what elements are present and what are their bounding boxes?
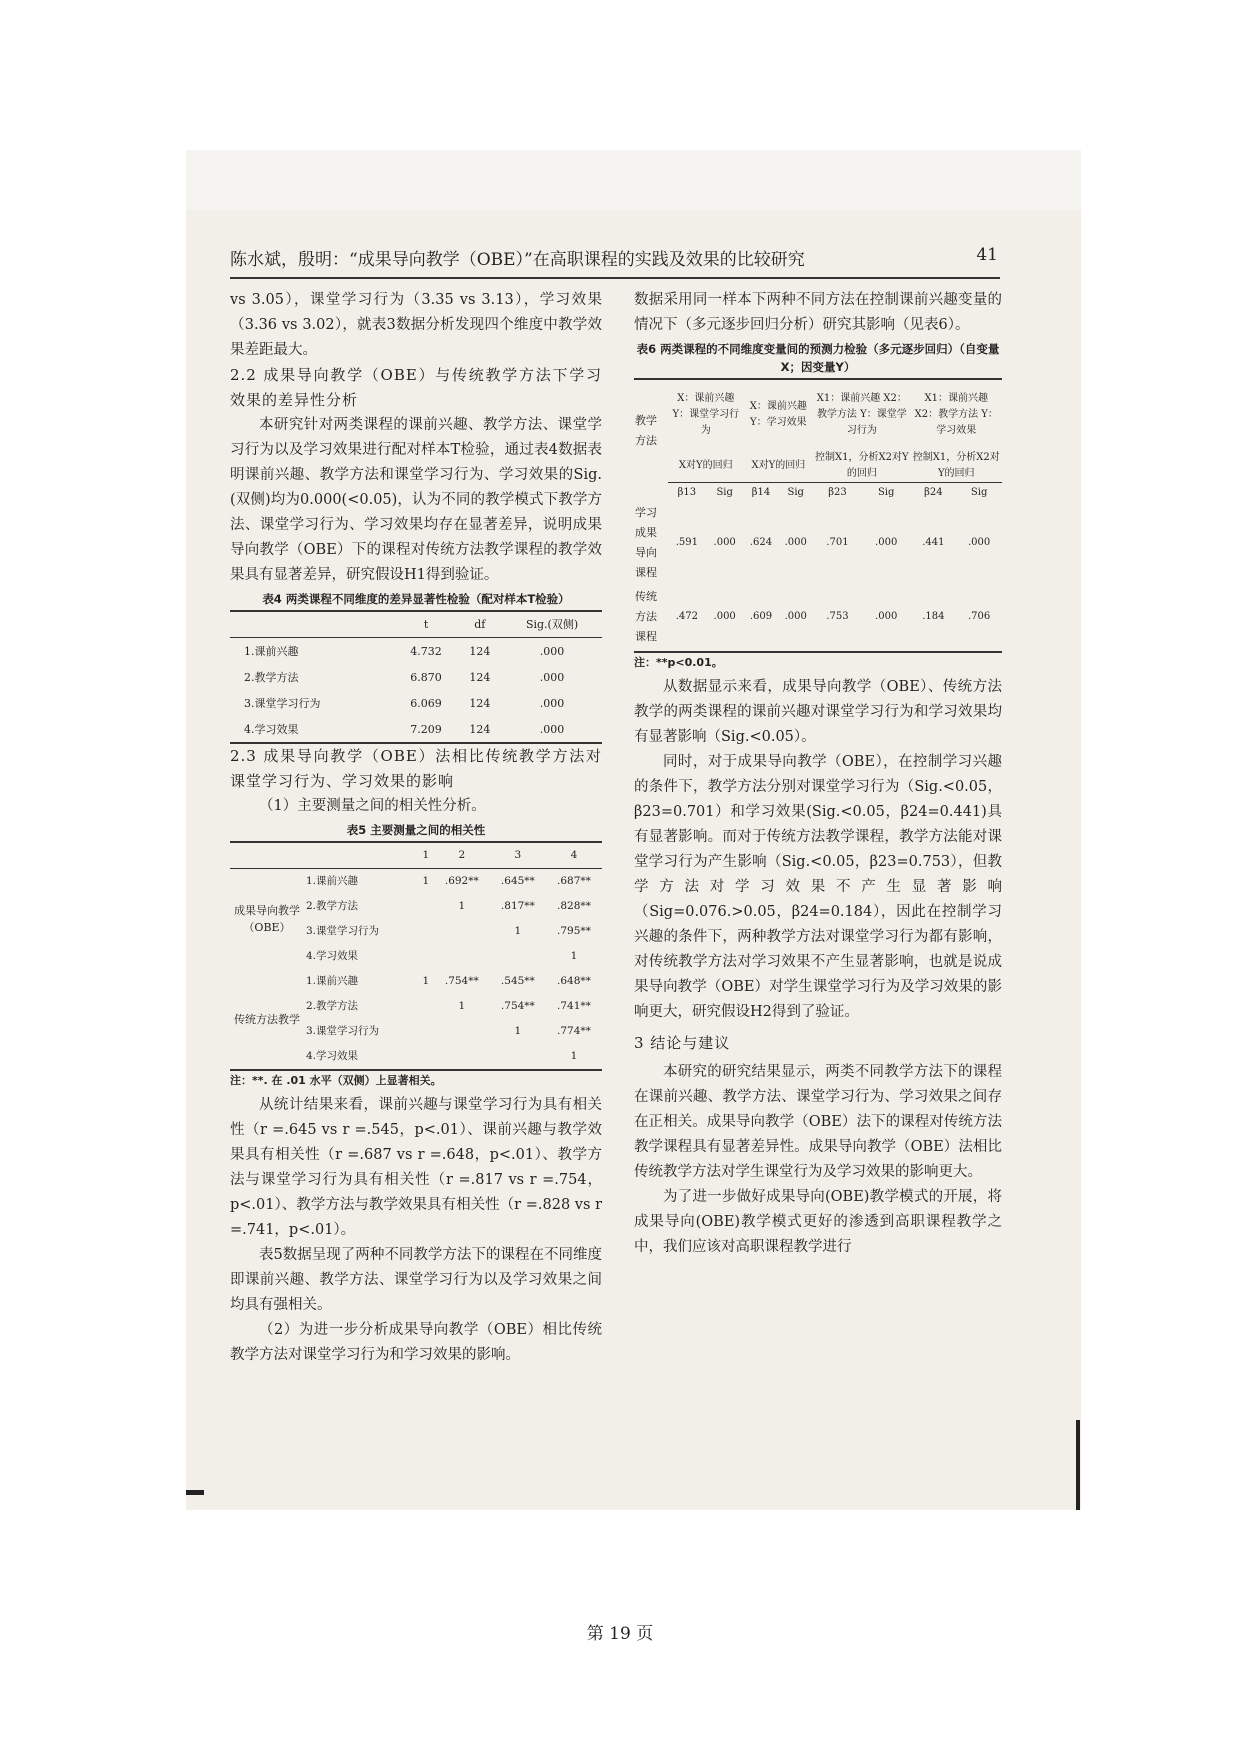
table-cell: 2.教学方法 (306, 1000, 359, 1012)
table-cell: .000 (713, 611, 736, 622)
table-4 (230, 610, 602, 744)
scan-edge-mark (1076, 1420, 1080, 1510)
table-cell: .754** (444, 975, 479, 987)
paragraph: （2）为进一步分析成果导向教学（OBE）相比传统教学方法对课堂学习行为和学习效果的影响。 (230, 1322, 602, 1363)
table-header: X：课前兴趣 Y：学习效果 (749, 401, 807, 428)
table-cell (418, 1019, 434, 1044)
table-header: β13 (677, 487, 697, 498)
table-cell: 124 (469, 696, 491, 710)
table-cell: .000 (875, 537, 898, 548)
table-cell (434, 944, 490, 969)
table-cell (434, 1019, 490, 1044)
table-cell: 3.课堂学习行为 (306, 925, 380, 937)
table-header: Sig (877, 487, 895, 498)
table-row (230, 869, 602, 895)
table-header: Sig (716, 487, 733, 498)
table-row (230, 664, 602, 690)
section-heading-2-3: 2.3 成果导向教学（OBE）法相比传统教学方法对课堂学习行为、学习效果的影响 (230, 747, 602, 790)
table-cell (418, 994, 434, 1019)
table-5-caption: 表5 主要测量之间的相关性 (346, 823, 486, 837)
table-cell: .754** (500, 1000, 535, 1012)
table-header: X1：课前兴趣 X2：教学方法 Y：学习效果 (914, 393, 998, 436)
table-header: Sig.(双侧) (502, 611, 602, 638)
table-header (230, 611, 394, 638)
table-row (230, 716, 602, 743)
table-cell: 1 (514, 925, 522, 937)
table-header: 1 (418, 842, 434, 869)
paragraph: 同时，对于成果导向教学（OBE），在控制学习兴趣的条件下，教学方法分别对课堂学习行为（Sig.<0.05，β23=0.701）和学习效果(Sig.<0.05，β24=0.441)具有显著影响。而对于传统方法教学课程，教学方法能对课堂学习行为产生影响（Sig.<0.05，β23=0.753），但教学方法对学习效果不产生显著影响（Sig=0.076.>0.05，β24=0.184），因此在控制学习兴趣的条件下，两种教学方法对课堂学习行为都有影响，对传统教学方法对学习效果不产生显著影响，也就是说成果导向教学（OBE）对学生课堂学习行为及学习效果的影响更大，研究假设H2得到了验证。 (634, 754, 1002, 1020)
table-cell: 6.069 (410, 696, 442, 710)
table-cell: 2.教学方法 (244, 670, 299, 684)
table-cell (434, 919, 490, 944)
table-header: 控制X1，分析X2对Y的回归 (911, 450, 1002, 483)
table-header: X对Y的回归 (744, 450, 814, 483)
page-footer: 第 19 页 (586, 1624, 654, 1644)
group-label: 成果导向教学（OBE） (234, 904, 300, 934)
table-header: Sig (970, 487, 988, 498)
table-cell: .000 (539, 696, 565, 710)
table-header: df (458, 611, 502, 638)
table-cell: 1 (514, 1025, 522, 1037)
table-header: X：课前兴趣 Y：课堂学习行为 (672, 393, 740, 436)
table-header (304, 842, 418, 869)
paragraph: 表5数据呈现了两种不同教学方法下的课程在不同维度即课前兴趣、教学方法、课堂学习行为以及学习效果之间均具有强相关。 (230, 1247, 602, 1313)
table-cell: 1 (570, 1050, 578, 1062)
table-cell (490, 1044, 546, 1070)
table-cell: 6.870 (410, 670, 442, 684)
table-cell: .000 (967, 537, 991, 548)
paragraph: 本研究针对两类课程的课前兴趣、教学方法、课堂学习行为以及学习效果进行配对样本T检验，通过表4数据表明课前兴趣、教学方法和课堂学习行为、学习效果的Sig.(双侧)均为0.000(<0.05)，认为不同的教学模式下教学方法、课堂学习行为、学习效果均存在显著差异，说明成果导向教学（OBE）下的课程对传统方法教学课程的教学效果具有显著差异，研究假设H1得到验证。 (230, 417, 602, 583)
table-header: X1：课前兴趣 X2：教学方法 Y：课堂学习行为 (816, 393, 907, 436)
table-cell: .817** (500, 900, 535, 912)
table-header: 4 (546, 842, 602, 869)
table-cell: .591 (675, 537, 699, 548)
table-cell: 1.课前兴趣 (306, 975, 359, 987)
table-cell: .687** (557, 875, 591, 887)
section-heading-3: 3 结论与建议 (634, 1034, 731, 1052)
table-row (634, 503, 1002, 583)
table-cell: 1.课前兴趣 (306, 875, 359, 887)
paragraph: 为了进一步做好成果导向(OBE)教学模式的开展，将成果导向(OBE)教学模式更好的渗透到高职课程教学之中，我们应该对高职课程教学进行 (634, 1189, 1002, 1255)
paragraph: vs 3.05），课堂学习行为（3.35 vs 3.13），学习效果（3.36 vs 3.02），就表3数据分析发现四个维度中教学效果差距最大。 (230, 292, 602, 358)
table-6-note: 注：**p<0.01。 (634, 656, 723, 669)
table-header: β24 (924, 487, 943, 498)
table-cell: .624 (749, 537, 773, 548)
table-cell: .000 (539, 722, 565, 736)
table-cell: 124 (469, 670, 491, 684)
table-cell: .648** (557, 975, 591, 987)
table-cell: .000 (539, 644, 565, 658)
table-cell: .828** (557, 900, 591, 912)
table-header: 控制X1，分析X2对Y的回归 (813, 450, 910, 483)
table-cell: 4.学习效果 (306, 1050, 359, 1062)
table-header: t (394, 611, 457, 638)
header-title: 陈水斌，殷明：“成果导向教学（OBE）”在高职课程的实践及效果的比较研究 (230, 250, 805, 270)
table-cell: 1 (570, 950, 578, 962)
table-cell: 124 (469, 644, 491, 658)
table-cell (490, 944, 546, 969)
table-4-caption: 表4 两类课程不同维度的差异显著性检验（配对样本T检验） (262, 592, 570, 606)
right-column (634, 288, 1002, 1260)
table-cell: 124 (469, 722, 491, 736)
table-cell: .545** (500, 975, 535, 987)
table-cell: 2.教学方法 (306, 900, 359, 912)
table-cell: .000 (875, 611, 898, 622)
paragraph: 从数据显示来看，成果导向教学（OBE）、传统方法教学的两类课程的课前兴趣对课堂学习行为和学习效果均有显著影响（Sig.<0.05）。 (634, 679, 1002, 745)
table-cell: .184 (922, 611, 945, 622)
table-cell (418, 1044, 434, 1070)
table-cell: 1.课前兴趣 (244, 644, 299, 658)
paragraph: 数据采用同一样本下两种不同方法在控制课前兴趣变量的情况下（多元逐步回归分析）研究其影响（见表6）。 (634, 292, 1002, 333)
table-cell: 3.课堂学习行为 (244, 696, 321, 710)
table-header: 2 (434, 842, 490, 869)
table-cell (434, 1044, 490, 1070)
table-cell: 4.732 (410, 644, 442, 658)
table-cell: 4.学习效果 (244, 722, 299, 736)
table-cell: .609 (749, 611, 773, 622)
running-header (230, 243, 1000, 279)
table-header: β23 (828, 487, 847, 498)
table-6-caption: 表6 两类课程的不同维度变量间的预测力检验（多元逐步回归）（自变量X；因变量Y） (636, 342, 1000, 374)
table-5-note: 注：**. 在 .01 水平（双侧）上显著相关。 (230, 1074, 442, 1087)
scan-edge-mark (186, 1490, 204, 1495)
table-cell: 7.209 (410, 722, 442, 736)
section-heading-2-2: 2.2 成果导向教学（OBE）与传统教学方法下学习效果的差异性分析 (230, 366, 602, 409)
paragraph: 从统计结果来看，课前兴趣与课堂学习行为具有相关性（r =.645 vs r =.545，p<.01）、课前兴趣与教学效果具有相关性（r =.687 vs r =.648，p<.01）、教学方法与课堂学习行为具有相关性（r =.817 vs r =.754，p<.01）、教学方法与教学效果具有相关性（r =.828 vs r =.741，p<.01）。 (230, 1097, 602, 1238)
table-cell: .000 (539, 670, 565, 684)
table-header: Sig (787, 487, 804, 498)
sub-heading: （1）主要测量之间的相关性分析。 (259, 798, 486, 814)
table-cell: 3.课堂学习行为 (306, 1025, 380, 1037)
table-cell: .753 (826, 611, 849, 622)
table-row (230, 969, 602, 994)
table-cell (418, 919, 434, 944)
table-cell: .000 (713, 537, 736, 548)
table-cell: 4.学习效果 (306, 950, 359, 962)
table-cell: .692** (444, 875, 479, 887)
table-cell: .774** (557, 1025, 591, 1037)
table-row (230, 638, 602, 665)
table-cell: .441 (922, 537, 945, 548)
table-cell: .000 (784, 611, 807, 622)
header-page-number: 41 (976, 245, 998, 265)
table-cell: .645** (500, 875, 535, 887)
table-cell: .741** (557, 1000, 591, 1012)
table-header: 3 (490, 842, 546, 869)
paragraph: 本研究的研究结果显示，两类不同教学方法下的课程在课前兴趣、教学方法、课堂学习行为、学习效果之间存在正相关。成果导向教学（OBE）法下的课程对传统方法教学课程具有显著差异性。成果导向教学（OBE）法相比传统教学方法对学生课堂行为及学习效果的影响更大。 (634, 1064, 1002, 1180)
table-row (634, 583, 1002, 652)
table-cell: .701 (826, 537, 849, 548)
table-cell: 学习成果导向课程 (635, 506, 657, 579)
table-cell: .472 (675, 611, 699, 622)
table-cell (418, 894, 434, 919)
table-cell: 1 (422, 975, 430, 987)
table-6 (634, 378, 1002, 653)
table-row (230, 690, 602, 716)
table-5 (230, 841, 602, 1071)
table-header (230, 842, 304, 869)
table-cell: 传统方法课程 (635, 590, 657, 643)
group-label: 传统方法教学 (234, 1012, 300, 1026)
table-cell: .706 (967, 611, 991, 622)
left-column (230, 288, 602, 1368)
table-header: β14 (751, 487, 771, 498)
table-header: X对Y的回归 (668, 450, 744, 483)
table-header: 教学方法 (635, 414, 657, 448)
table-cell: 1 (422, 875, 430, 887)
table-cell (418, 944, 434, 969)
table-cell: .000 (784, 537, 807, 548)
table-cell: 1 (458, 900, 466, 912)
table-cell: .795** (557, 925, 591, 937)
table-cell: 1 (458, 1000, 466, 1012)
